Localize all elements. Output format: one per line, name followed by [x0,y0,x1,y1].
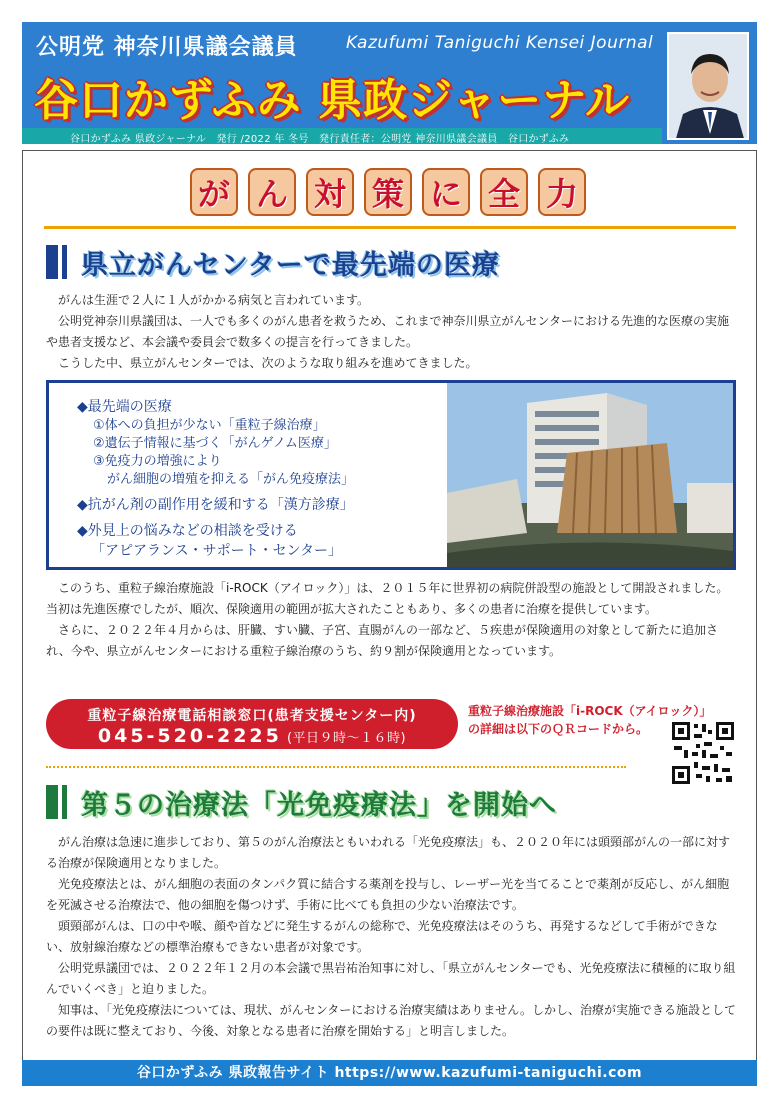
section2-body [46,832,736,1042]
section2-title: 第５の治療法「光免疫療法」を開始へ [81,789,557,821]
qr-note-line: の詳細は以下のＱＲコードから。 [468,722,649,736]
paragraph: こうした中、県立がんセンターでは、次のような取り組みを進めてきました。 [58,356,478,370]
qr-code-icon[interactable] [670,720,736,786]
section-divider [46,766,626,768]
paragraph: がん治療は急速に進歩しており、第５のがん治療法ともいわれる「光免疫療法」も、２０２０年には頭頸部がんの一部に対する治療が保険適用となりました。 [46,835,731,870]
phone-consultation-badge [46,699,458,749]
initiative-item: ◆抗がん剤の副作用を緩和する「漢方診療」 [77,497,354,513]
banner-char: 全 [480,168,528,216]
banner-char: が [190,168,238,216]
paragraph: 知事は、「光免疫療法については、現状、がんセンターにおける治療実績はありません。しかし、治療が実施できる施設としての要件は既に整えており、今後、対象となる患者に治療を開始する」と明言しました。 [46,1003,737,1038]
initiative-subitem: ③免疫力の増強により [93,454,222,469]
header [22,22,757,144]
heading-bars-icon [46,785,67,819]
initiative-item: ◆最先端の医療 [77,399,172,415]
section2-heading [46,780,557,824]
qr-note-line: 重粒子線治療施設「i-ROCK（アイロック）」 [468,704,712,718]
phone-number[interactable]: 045-520-2225 [97,725,282,747]
journal-title: 谷口かずふみ 県政ジャーナル [34,75,631,126]
banner-divider [44,226,736,229]
portrait-photo [667,32,749,140]
initiative-subitem: ①体への負担が少ない「重粒子線治療」 [93,418,326,433]
section1-title: 県立がんセンターで最先端の医療 [81,249,500,281]
banner-char: に [422,168,470,216]
banner-char: 策 [364,168,412,216]
initiative-subitem: がん細胞の増殖を抑える「がん免疫療法」 [107,472,355,487]
party-line: 公明党 神奈川県議会議員 [36,35,298,60]
initiative-item: ◆外見上の悩みなどの相談を受ける [77,523,298,539]
main-banner [178,168,598,218]
initiatives-box [46,380,736,570]
paragraph: さらに、２０２２年４月からは、肝臓、すい臓、子宮、直腸がんの一部など、５疾患が保険適用の対象として新たに追加され、今や、県立がんセンターにおける重粒子線治療のうち、約９割が保険適用となっています。 [46,623,719,658]
cancer-center-photo [447,383,733,567]
footer-site-link[interactable]: 谷口かずふみ 県政報告サイト https://www.kazufumi-taniguchi.com [22,1060,757,1086]
initiatives-list [77,397,457,561]
section1-intro [46,290,736,374]
paragraph: 公明党神奈川県議団は、一人でも多くのがん患者を救うため、これまで神奈川県立がんセンターにおける先進的な医療の実施や患者支援など、本会議や委員会で数多くの提言を行ってきました。 [46,314,730,349]
initiative-subitem: ②遺伝子情報に基づく「がんゲノム医療」 [93,436,337,451]
phone-hours: (平日９時～１６時) [286,731,407,746]
paragraph: がんは生涯で２人に１人がかかる病気と言われています。 [58,293,370,307]
heading-bars-icon [46,245,67,279]
initiative-item: 「アピアランス・サポート・センター」 [91,543,343,559]
phone-label: 重粒子線治療電話相談窓口(患者支援センター内) [87,708,417,724]
paragraph: 光免疫療法とは、がん細胞の表面のタンパク質に結合する薬剤を投与し、レーザー光を当てることで薬剤が反応し、がん細胞を死滅させる治療法で、他の細胞を傷つけず、手術に比べても負担の少ない治療法です。 [46,877,730,912]
paragraph: このうち、重粒子線治療施設「i-ROCK（アイロック）」は、２０１５年に世界初の病院併設型の施設として開設されました。当初は先進医療でしたが、順次、保険適用の範囲が拡大されたこともあり、多くの患者に治療を提供しています。 [46,581,729,616]
paragraph: 頭頸部がんは、口の中や喉、顔や首などに発生するがんの総称で、光免疫療法はそのうち、再発するなどして手術ができない、放射線治療などの標準治療もできない患者が対象です。 [46,919,718,954]
banner-char: 対 [306,168,354,216]
banner-char: ん [248,168,296,216]
banner-char: 力 [538,168,586,216]
issue-line: 谷口かずふみ 県政ジャーナル 発行 /2022 年 冬号 発行責任者：公明党 神奈川県議会議員 谷口かずふみ [70,134,570,145]
english-title: Kazufumi Taniguchi Kensei Journal [346,33,654,53]
section1-body [46,578,736,662]
paragraph: 公明党県議団では、２０２２年１２月の本会議で黒岩祐治知事に対し、「県立がんセンターでも、光免疫療法に積極的に取り組んでいくべき」と迫りました。 [46,961,736,996]
section1-heading [46,240,500,284]
